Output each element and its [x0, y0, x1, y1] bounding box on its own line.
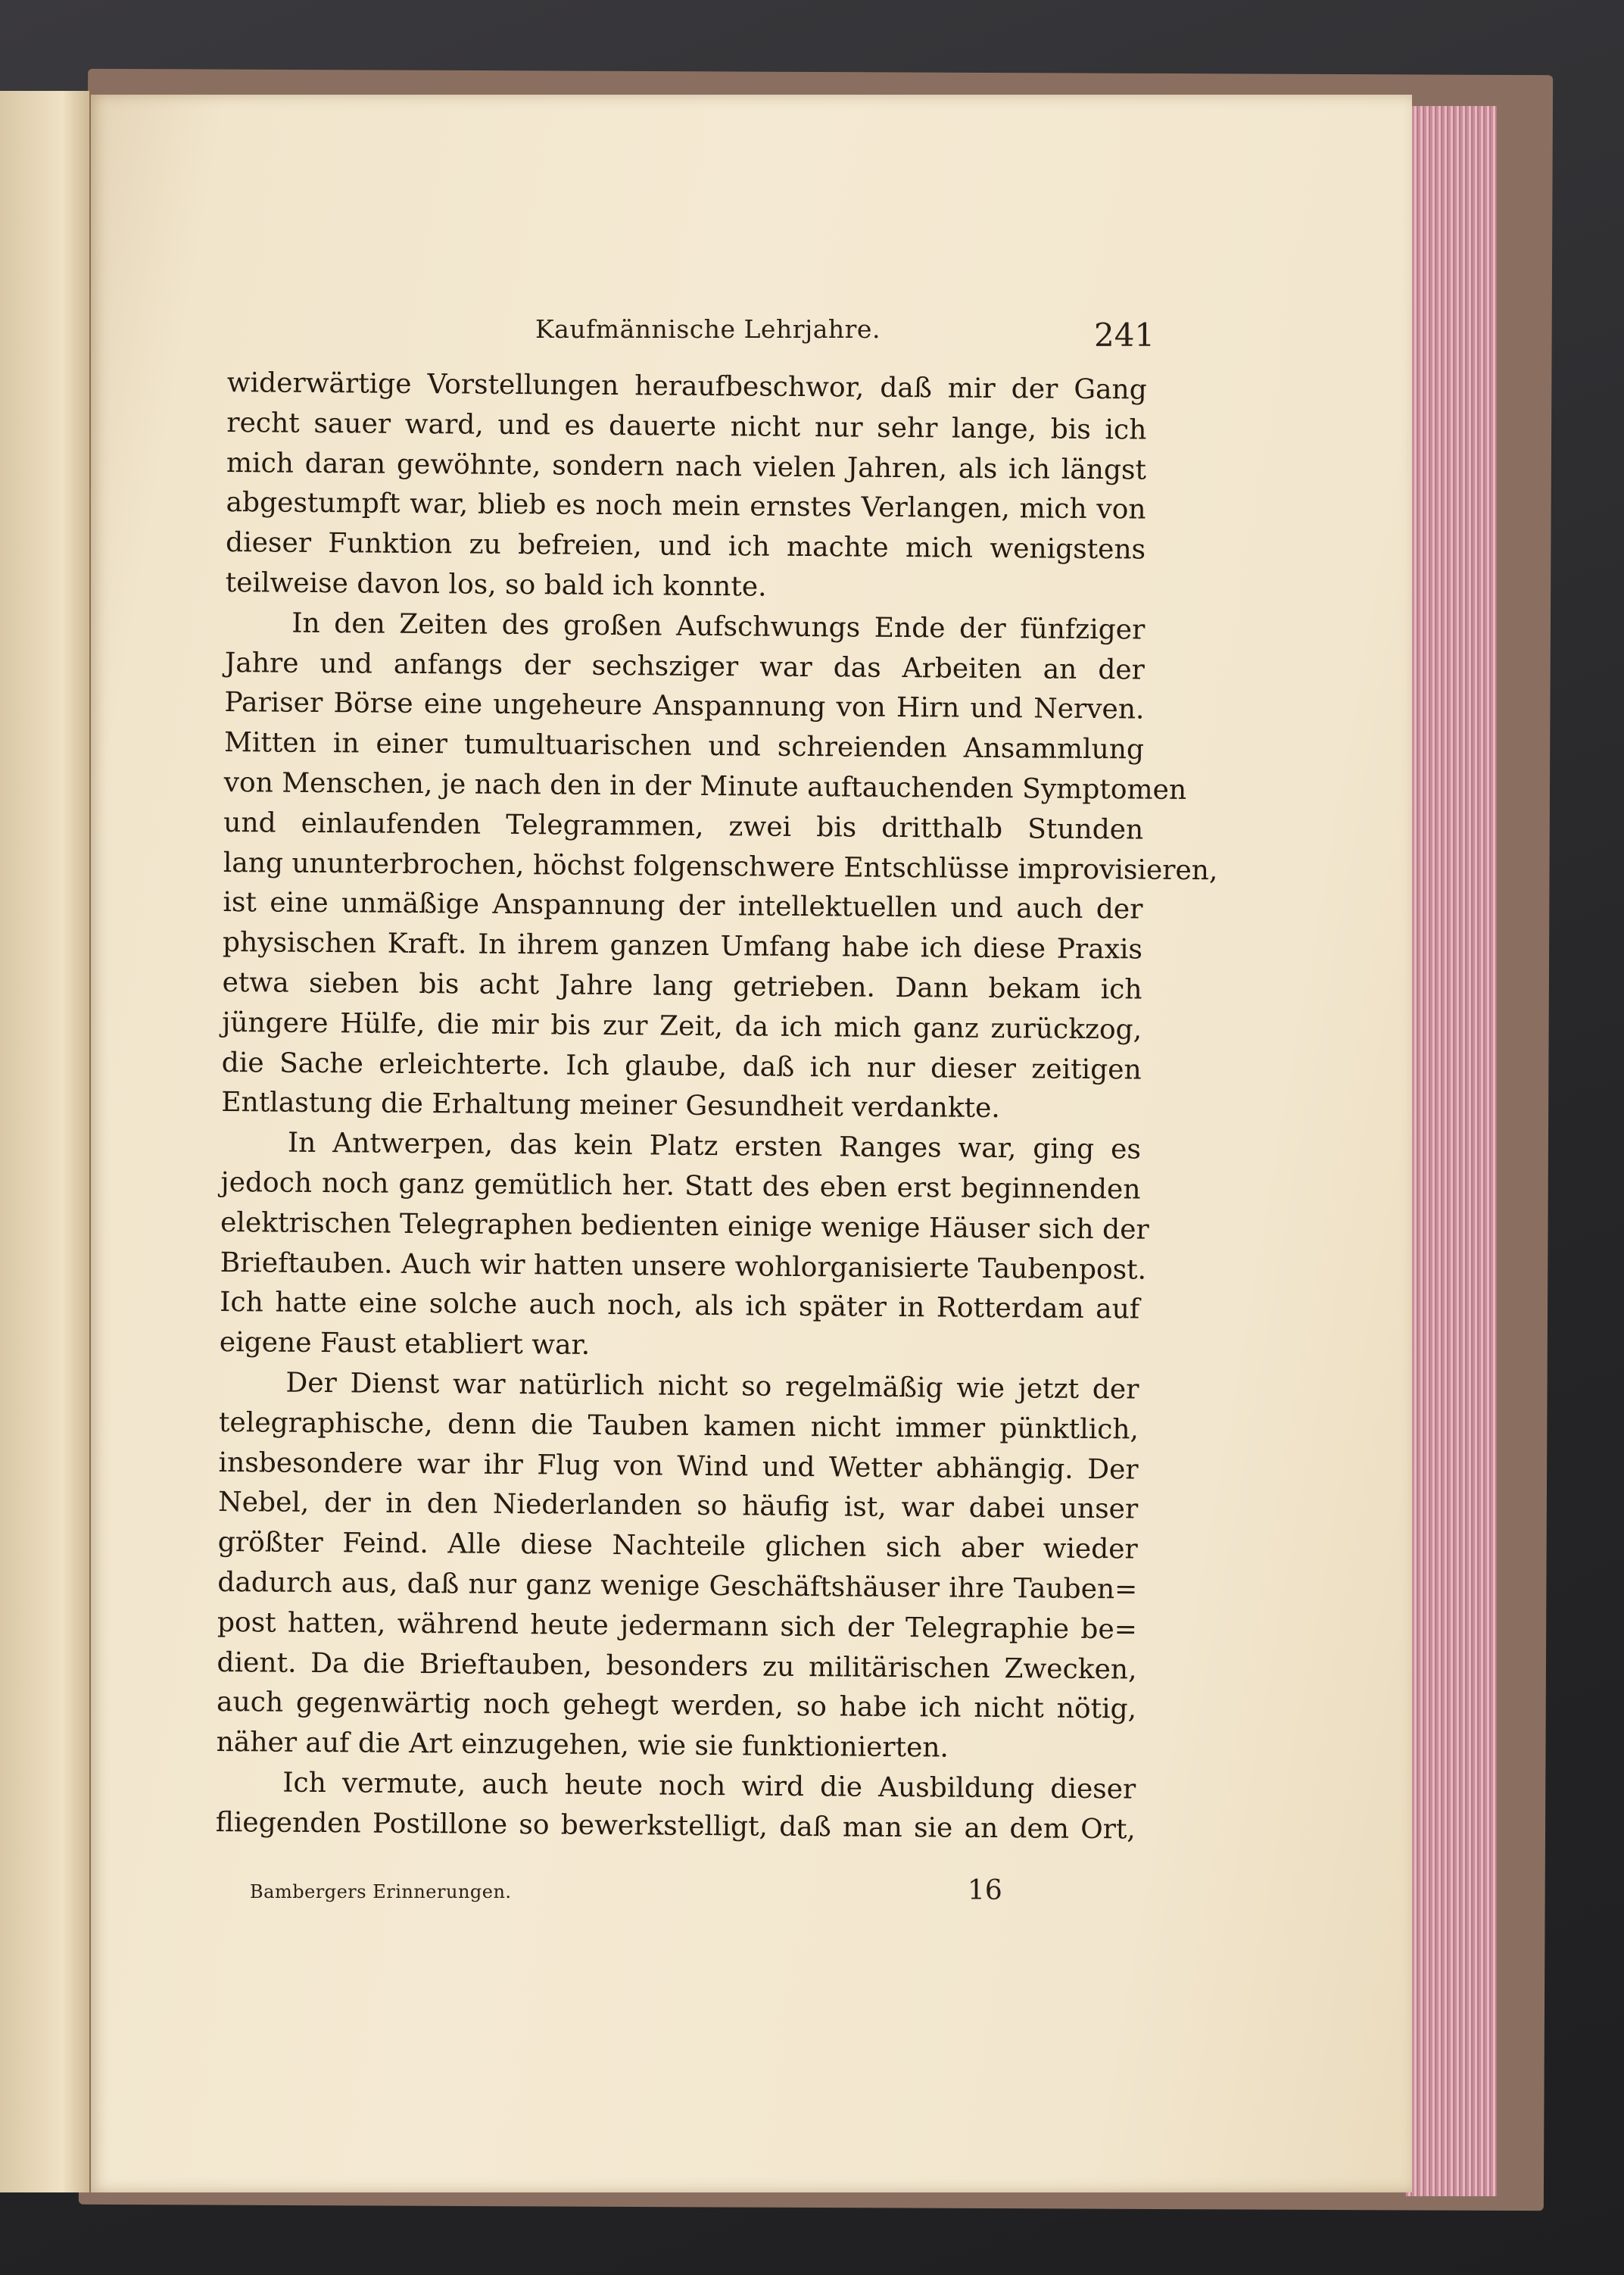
text-line: näher auf die Art einzugehen, wie sie funktionierten.	[216, 1727, 949, 1764]
body-text	[215, 364, 1218, 1850]
text-line: widerwärtige Vorstellungen heraufbeschwor, daß mir der Gang	[226, 367, 1147, 406]
text-line: insbesondere war ihr Flug von Wind und Wetter abhängig. Der	[218, 1446, 1139, 1486]
text-line: telegraphische, denn die Tauben kamen nicht immer pünktlich,	[218, 1406, 1139, 1446]
text-line: physischen Kraft. In ihrem ganzen Umfang habe ich diese Praxis	[222, 927, 1143, 966]
page-number: 241	[1094, 317, 1155, 354]
text-line: Jahre und anfangs der sechsziger war das Arbeiten an der	[224, 647, 1146, 686]
text-line: Entlastung die Erhaltung meiner Gesundheit verdankte.	[221, 1087, 1000, 1125]
signature-mark: Bambergers Erinnerungen.	[250, 1881, 512, 1902]
text-line: dieser Funktion zu befreien, und ich machte mich wenigstens	[225, 527, 1146, 566]
text-line: recht sauer ward, und es dauerte nicht nur sehr lange, bis ich	[226, 407, 1147, 446]
text-line: Nebel, der in den Niederlanden so häufig ist, war dabei unser	[218, 1487, 1139, 1525]
page-edges	[1404, 106, 1497, 2196]
page-footer	[250, 1875, 1007, 1927]
text-line: dient. Da die Brieftauben, besonders zu militärischen Zwecken,	[217, 1646, 1137, 1685]
text-line: jedoch noch ganz gemütlich her. Statt des eben erst beginnenden	[220, 1166, 1141, 1206]
page-header	[466, 314, 1155, 360]
text-line: jüngere Hülfe, die mir bis zur Zeit, da ich mich ganz zurückzog,	[222, 1006, 1142, 1046]
text-line: Der Dienst war natürlich nicht so regelmäßig wie jetzt der	[285, 1367, 1139, 1406]
text-line: post hatten, während heute jedermann sich der Telegraphie be=	[217, 1606, 1138, 1646]
text-line: teilweise davon los, so bald ich konnte.	[225, 566, 767, 603]
text-line: die Sache erleichterte. Ich glaube, daß ich nur dieser zeitigen	[221, 1047, 1142, 1086]
text-line: dadurch aus, daß nur ganz wenige Geschäftshäuser ihre Tauben=	[217, 1566, 1138, 1606]
text-line: größter Feind. Alle diese Nachteile glichen sich aber wieder	[217, 1527, 1138, 1565]
text-line: In Antwerpen, das kein Platz ersten Ranges war, ging es	[287, 1127, 1142, 1166]
text-line: abgestumpft war, blieb es noch mein ernstes Verlangen, mich von	[226, 487, 1146, 526]
text-line: elektrischen Telegraphen bedienten einige wenige Häuser sich der	[220, 1206, 1149, 1246]
text-line: Pariser Börse eine ungeheure Anspannung von Hirn und Nerven.	[224, 687, 1145, 726]
text-line: etwa sieben bis acht Jahre lang getrieben. Dann bekam ich	[222, 966, 1142, 1006]
text-line: In den Zeiten des großen Aufschwungs Ende der fünfziger	[291, 607, 1146, 646]
text-line: eigene Faust etabliert war.	[219, 1327, 591, 1361]
text-line: mich daran gewöhnte, sondern nach vielen Jahren, als ich längst	[226, 447, 1147, 486]
text-line: von Menschen, je nach den in der Minute auftauchenden Symptomen	[223, 766, 1187, 806]
text-line: ist eine unmäßige Anspannung der intellektuellen und auch der	[223, 887, 1143, 925]
text-line: Mitten in einer tumultuarischen und schreienden Ansammlung	[223, 727, 1145, 766]
text-line: Ich vermute, auch heute noch wird die Ausbildung dieser	[282, 1767, 1136, 1805]
text-line: lang ununterbrochen, höchst folgenschwere Entschlüsse improvisieren,	[223, 847, 1218, 886]
sheet-number: 16	[968, 1875, 1002, 1906]
left-page-edge	[0, 91, 92, 2192]
running-title: Kaufmännische Lehrjahre.	[535, 314, 881, 344]
text-line: Ich hatte eine solche auch noch, als ich später in Rotterdam auf	[220, 1287, 1140, 1325]
text-line: Brieftauben. Auch wir hatten unsere wohlorganisierte Taubenpost.	[220, 1247, 1147, 1286]
text-line: fliegenden Postillone so bewerkstelligt, daß man sie an dem Ort,	[215, 1806, 1136, 1846]
text-line: auch gegenwärtig noch gehegt werden, so habe ich nicht nötig,	[216, 1687, 1137, 1725]
text-line: und einlaufenden Telegrammen, zwei bis dritthalb Stunden	[223, 807, 1144, 846]
